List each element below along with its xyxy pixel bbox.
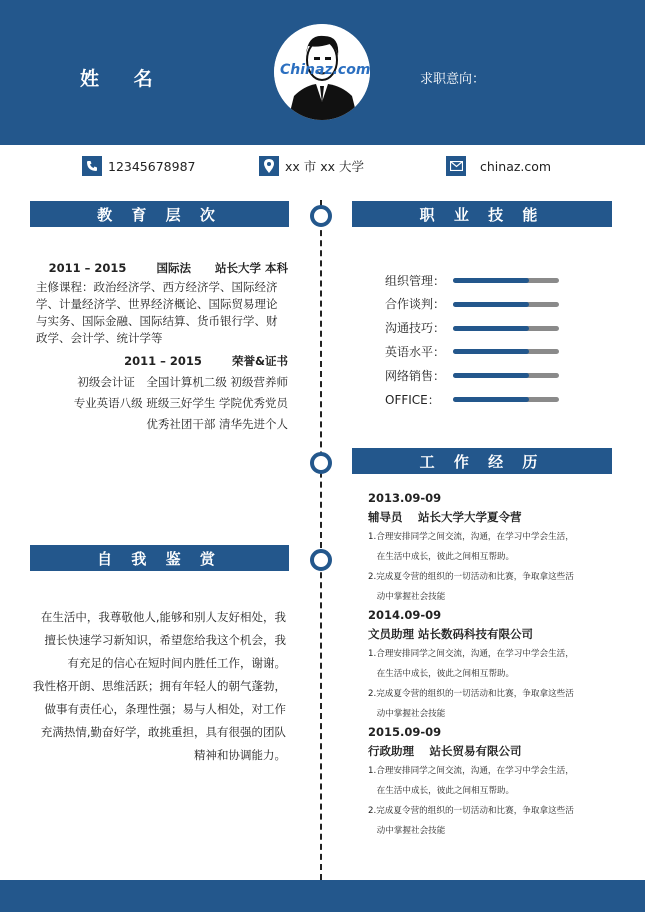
candidate-name: 姓 名 bbox=[80, 68, 167, 90]
timeline-line bbox=[320, 200, 322, 880]
skill-label: 合作谈判： bbox=[385, 297, 446, 312]
job-desc-line: 1.合理安排同学之间交流，沟通，在学习中学会生活， bbox=[368, 649, 574, 659]
job-date: 2013.09-09 bbox=[368, 491, 442, 505]
education-period: 2011 – 2015 bbox=[48, 261, 127, 275]
course-line: 政学、会计学、统计学等 bbox=[36, 331, 163, 345]
self-eval-line: 擅长快速学习新知识，希望您给我这个机会，我 bbox=[44, 633, 286, 647]
job-desc-line: 在生活中成长，彼此之间相互帮助。 bbox=[368, 552, 515, 562]
contact-phone bbox=[82, 155, 195, 177]
honors-list bbox=[36, 372, 288, 435]
phone-icon bbox=[82, 156, 102, 176]
section-skills-title: 职 业 技 能 bbox=[352, 201, 612, 227]
skill-bar-fill bbox=[453, 302, 529, 307]
timeline-dot bbox=[310, 549, 332, 571]
job-date: 2015.09-09 bbox=[368, 725, 442, 739]
skill-bar-fill bbox=[453, 373, 529, 378]
avatar-logo: Chinaz.com bbox=[280, 62, 370, 78]
skill-row bbox=[385, 391, 565, 407]
job-desc-line: 2.完成夏令营的组织的一切活动和比赛，争取拿这些活 bbox=[368, 572, 574, 582]
job-desc-line: 2.完成夏令营的组织的一切活动和比赛，争取拿这些活 bbox=[368, 689, 574, 699]
job-desc-line: 1.合理安排同学之间交流，沟通，在学习中学会生活， bbox=[368, 766, 574, 776]
skill-label: 英语水平： bbox=[385, 344, 446, 359]
job-intent-label: 求职意向： bbox=[420, 72, 486, 87]
job-desc-line: 动中掌握社会技能 bbox=[368, 709, 446, 719]
skill-bar-track bbox=[453, 397, 559, 402]
self-eval-line: 有充足的信心在短时间内胜任工作，谢谢。 bbox=[67, 656, 286, 670]
skill-label: 组织管理： bbox=[385, 273, 446, 288]
skill-row bbox=[385, 343, 565, 359]
skill-row bbox=[385, 272, 565, 288]
job-desc-line: 1.合理安排同学之间交流，沟通，在学习中学会生活， bbox=[368, 532, 574, 542]
education-courses bbox=[36, 279, 288, 347]
job-desc-line: 动中掌握社会技能 bbox=[368, 826, 446, 836]
section-self-title: 自 我 鉴 赏 bbox=[30, 545, 289, 571]
skill-bar-fill bbox=[453, 397, 529, 402]
skill-bar-track bbox=[453, 302, 559, 307]
skill-bar-track bbox=[453, 278, 559, 283]
self-eval-block bbox=[30, 606, 286, 767]
job-desc-line: 动中掌握社会技能 bbox=[368, 592, 446, 602]
job-title: 行政助理 站长贸易有限公司 bbox=[368, 744, 522, 758]
self-eval-line: 我性格开朗、思维活跃；拥有年轻人的朝气蓬勃， bbox=[33, 679, 286, 693]
contact-website bbox=[446, 155, 551, 177]
honors-title: 荣誉&证书 bbox=[231, 354, 288, 368]
self-eval-line: 在生活中，我尊敬他人,能够和别人友好相处，我 bbox=[40, 610, 286, 624]
honors-head bbox=[36, 353, 288, 370]
course-line: 学、计量经济学、世界经济概论、国际贸易理论 bbox=[36, 297, 278, 311]
job-date: 2014.09-09 bbox=[368, 608, 442, 622]
education-major: 国际法 bbox=[156, 261, 191, 275]
skill-row bbox=[385, 296, 565, 312]
skill-label: 网络销售： bbox=[385, 368, 446, 383]
self-eval-line: 充满热情,勤奋好学，敢挑重担，具有很强的团队 bbox=[40, 725, 286, 739]
honor-line: 专业英语八级 班级三好学生 学院优秀党员 bbox=[73, 396, 288, 410]
skill-row bbox=[385, 367, 565, 383]
job-title: 文员助理 站长数码科技有限公司 bbox=[368, 627, 534, 641]
job-entry bbox=[368, 489, 628, 607]
job-title: 辅导员 站长大学大学夏令营 bbox=[368, 510, 522, 524]
skill-bar-fill bbox=[453, 349, 529, 354]
timeline-dot bbox=[310, 452, 332, 474]
course-line: 主修课程：政治经济学、西方经济学、国际经济 bbox=[36, 280, 278, 294]
skill-row bbox=[385, 320, 565, 336]
course-line: 与实务、国际金融、国际结算、货币银行学、财 bbox=[36, 314, 278, 328]
job-entry bbox=[368, 723, 628, 841]
timeline-dot bbox=[310, 205, 332, 227]
honors-period: 2011 – 2015 bbox=[124, 354, 202, 368]
skill-label: 沟通技巧： bbox=[385, 321, 446, 336]
job-desc-line: 2.完成夏令营的组织的一切活动和比赛，争取拿这些活 bbox=[368, 806, 574, 816]
location-pin-icon bbox=[259, 156, 279, 176]
mail-icon bbox=[446, 156, 466, 176]
phone-text: 12345678987 bbox=[108, 158, 196, 174]
location-text: xx 市 xx 大学 bbox=[285, 159, 365, 174]
job-entry bbox=[368, 606, 628, 724]
education-head bbox=[36, 260, 288, 277]
contact-location bbox=[259, 155, 364, 177]
skill-bar-track bbox=[453, 349, 559, 354]
footer-band bbox=[0, 880, 645, 912]
honor-line: 优秀社团干部 清华先进个人 bbox=[146, 417, 288, 431]
skill-bar-fill bbox=[453, 326, 529, 331]
section-education-title: 教 育 层 次 bbox=[30, 201, 289, 227]
self-eval-line: 做事有责任心，条理性强；易与人相处，对工作 bbox=[44, 702, 286, 716]
skill-label: OFFICE： bbox=[385, 392, 440, 407]
avatar bbox=[274, 24, 370, 120]
honor-line: 初级会计证 全国计算机二级 初级营养师 bbox=[77, 375, 288, 389]
job-desc-line: 在生活中成长，彼此之间相互帮助。 bbox=[368, 669, 515, 679]
website-text: chinaz.com bbox=[480, 158, 552, 174]
section-work-title: 工 作 经 历 bbox=[352, 448, 612, 474]
skill-bar-track bbox=[453, 326, 559, 331]
education-block bbox=[36, 260, 288, 435]
job-desc-line: 在生活中成长，彼此之间相互帮助。 bbox=[368, 786, 515, 796]
skill-bar-track bbox=[453, 373, 559, 378]
self-eval-line: 精神和协调能力。 bbox=[194, 748, 286, 762]
skill-bar-fill bbox=[453, 278, 529, 283]
education-school: 站长大学 本科 bbox=[214, 261, 288, 275]
